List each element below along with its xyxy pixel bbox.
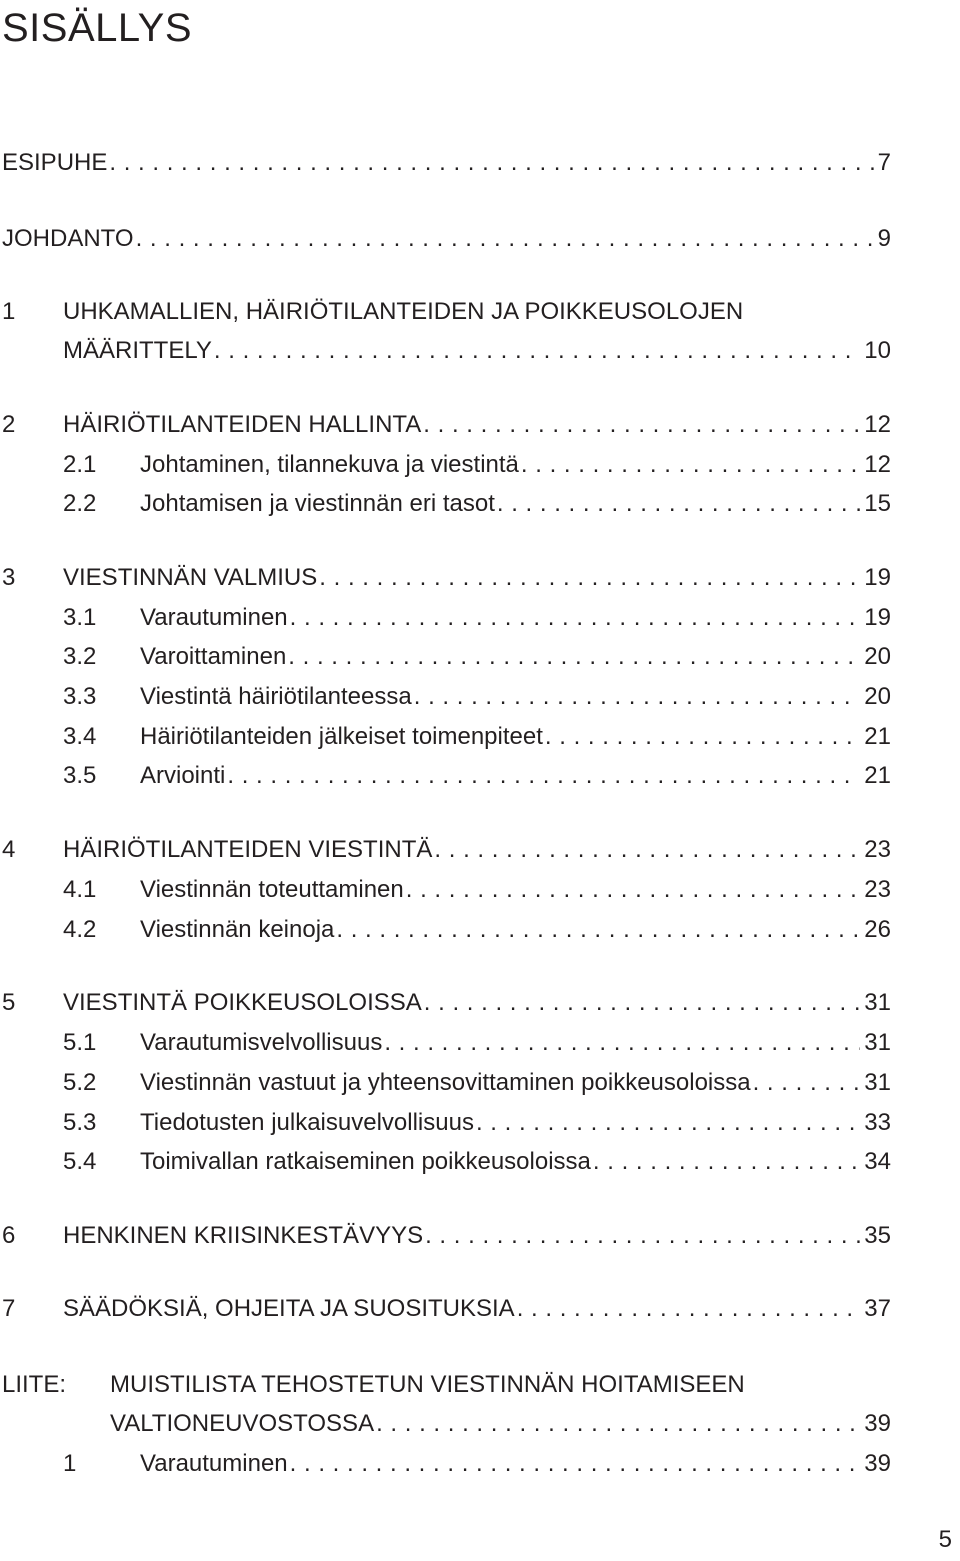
toc-section-number: 5.3 (63, 1109, 97, 1136)
toc-entry-title: Varautumisvelvollisuus (140, 1029, 383, 1056)
toc-entry-title: HENKINEN KRIISINKESTÄVYYS (63, 1222, 424, 1249)
toc-entry-title: UHKAMALLIEN, HÄIRIÖTILANTEIDEN JA POIKKEUSOLOJEN (63, 298, 744, 325)
toc-page-number: 7 (877, 149, 891, 176)
toc-page-number: 26 (864, 916, 891, 943)
toc-entry-title: Viestinnän keinoja (140, 916, 335, 943)
toc-page-number: 31 (864, 1029, 891, 1056)
toc-entry-section-3-1[interactable] (0, 601, 891, 635)
toc-entry-section-4-1[interactable] (0, 873, 891, 907)
toc-page-number: 19 (864, 604, 891, 631)
toc-section-number: 5.1 (63, 1029, 97, 1056)
toc-entry-appendix-line2[interactable] (0, 1407, 891, 1441)
toc-page-number: 12 (864, 411, 891, 438)
toc-entry-section-5-1[interactable] (0, 1026, 891, 1060)
dot-leader (336, 913, 860, 947)
dot-leader (521, 448, 860, 482)
toc-entry-title: Varoittaminen (140, 643, 287, 670)
dot-leader (288, 640, 860, 674)
dot-leader (476, 1106, 860, 1140)
dot-leader (497, 487, 860, 521)
toc-section-number: 1 (63, 1450, 77, 1477)
dot-leader (434, 833, 860, 867)
toc-entry-section-3-2[interactable] (0, 640, 891, 674)
toc-entry-section-5-3[interactable] (0, 1106, 891, 1140)
toc-page-number: 33 (864, 1109, 891, 1136)
toc-section-number: 3.5 (63, 762, 97, 789)
toc-section-number: 2.1 (63, 451, 97, 478)
dot-leader (423, 408, 860, 442)
toc-page-number: 20 (864, 643, 891, 670)
toc-page-number: 15 (864, 490, 891, 517)
toc-entry-chapter-6[interactable] (0, 1219, 891, 1253)
toc-page-number: 9 (877, 225, 891, 252)
toc-entry-section-3-3[interactable] (0, 680, 891, 714)
toc-entry-title: JOHDANTO (2, 225, 134, 252)
toc-entry-title: HÄIRIÖTILANTEIDEN VIESTINTÄ (63, 836, 433, 863)
toc-section-number: 4.1 (63, 876, 97, 903)
toc-entry-title: Viestinnän vastuut ja yhteensovittaminen poikkeusoloissa (140, 1069, 751, 1096)
toc-section-number: 3.2 (63, 643, 97, 670)
toc-page-number: 39 (864, 1410, 891, 1437)
toc-section-number: 3.4 (63, 723, 97, 750)
dot-leader (290, 1447, 861, 1481)
toc-page-number: 34 (864, 1148, 891, 1175)
toc-entry-section-2-2[interactable] (0, 487, 891, 521)
toc-page-number: 21 (864, 762, 891, 789)
toc-entry-title: Varautuminen (140, 1450, 288, 1477)
toc-page-number: 19 (864, 564, 891, 591)
toc-entry-section-3-5[interactable] (0, 759, 891, 793)
dot-leader (424, 986, 861, 1020)
toc-chapter-number: 4 (2, 836, 16, 863)
toc-section-number: 3.3 (63, 683, 97, 710)
dot-leader (414, 680, 861, 714)
toc-chapter-number: 7 (2, 1295, 16, 1322)
toc-entry-section-2-1[interactable] (0, 448, 891, 482)
toc-entry-section-4-2[interactable] (0, 913, 891, 947)
toc-entry-section-3-4[interactable] (0, 720, 891, 754)
toc-section-number: 5.4 (63, 1148, 97, 1175)
toc-entry-chapter-1-line2[interactable] (0, 334, 891, 368)
toc-entry-title: VIESTINNÄN VALMIUS (63, 564, 318, 591)
toc-page-number: 31 (864, 1069, 891, 1096)
dot-leader (214, 334, 860, 368)
toc-entry-title: Johtamisen ja viestinnän eri tasot (140, 490, 495, 517)
dot-leader (593, 1145, 860, 1179)
toc-entry-title-continued: MÄÄRITTELY (63, 337, 212, 364)
toc-entry-title: VIESTINTÄ POIKKEUSOLOISSA (63, 989, 422, 1016)
toc-chapter-number: 5 (2, 989, 16, 1016)
toc-entry-title: Viestintä häiriötilanteessa (140, 683, 412, 710)
toc-section-number: 2.2 (63, 490, 97, 517)
toc-entry-appendix-line1[interactable] (0, 1368, 891, 1402)
toc-entry-chapter-3[interactable] (0, 561, 891, 595)
dot-leader (545, 720, 860, 754)
toc-page-number: 12 (864, 451, 891, 478)
toc-page-number: 10 (864, 337, 891, 364)
dot-leader (517, 1292, 861, 1326)
toc-appendix-label: LIITE: (2, 1371, 67, 1398)
toc-entry-title-continued: VALTIONEUVOSTOSSA (110, 1410, 375, 1437)
toc-chapter-number: 2 (2, 411, 16, 438)
page-number: 5 (938, 1526, 952, 1553)
dot-leader (227, 759, 860, 793)
dot-leader (109, 146, 873, 180)
toc-entry-esipuhe[interactable] (0, 146, 891, 180)
dot-leader (406, 873, 861, 907)
toc-page-number: 23 (864, 836, 891, 863)
toc-page-number: 35 (864, 1222, 891, 1249)
toc-entry-johdanto[interactable] (0, 222, 891, 256)
page-title: SISÄLLYS (2, 6, 193, 50)
toc-page-number: 20 (864, 683, 891, 710)
toc-entry-title: SÄÄDÖKSIÄ, OHJEITA JA SUOSITUKSIA (63, 1295, 515, 1322)
toc-entry-title: Varautuminen (140, 604, 288, 631)
toc-page-number: 23 (864, 876, 891, 903)
toc-page-number: 37 (864, 1295, 891, 1322)
dot-leader (136, 222, 874, 256)
dot-leader (376, 1407, 860, 1441)
toc-entry-section-5-4[interactable] (0, 1145, 891, 1179)
toc-entry-title: Arviointi (140, 762, 226, 789)
toc-entry-chapter-5[interactable] (0, 986, 891, 1020)
toc-chapter-number: 3 (2, 564, 16, 591)
toc-entry-title: ESIPUHE (2, 149, 108, 176)
toc-entry-chapter-1-line1[interactable] (0, 295, 891, 329)
toc-page-number: 39 (864, 1450, 891, 1477)
dot-leader (425, 1219, 860, 1253)
toc-section-number: 4.2 (63, 916, 97, 943)
toc-entry-chapter-4[interactable] (0, 833, 891, 867)
toc-section-number: 3.1 (63, 604, 97, 631)
toc-chapter-number: 1 (2, 298, 16, 325)
toc-entry-title: Häiriötilanteiden jälkeiset toimenpiteet (140, 723, 543, 750)
toc-entry-title: MUISTILISTA TEHOSTETUN VIESTINNÄN HOITAMISEEN (110, 1371, 745, 1398)
toc-entry-appendix-section-1[interactable] (0, 1447, 891, 1481)
dot-leader (753, 1066, 861, 1100)
toc-chapter-number: 6 (2, 1222, 16, 1249)
toc-entry-section-5-2[interactable] (0, 1066, 891, 1100)
toc-entry-title: Toimivallan ratkaiseminen poikkeusoloissa (140, 1148, 591, 1175)
toc-page-number: 31 (864, 989, 891, 1016)
toc-entry-title: Viestinnän toteuttaminen (140, 876, 404, 903)
toc-entry-title: HÄIRIÖTILANTEIDEN HALLINTA (63, 411, 422, 438)
toc-entry-chapter-2[interactable] (0, 408, 891, 442)
toc-entry-title: Tiedotusten julkaisuvelvollisuus (140, 1109, 474, 1136)
dot-leader (319, 561, 860, 595)
toc-page-number: 21 (864, 723, 891, 750)
toc-entry-title: Johtaminen, tilannekuva ja viestintä (140, 451, 519, 478)
dot-leader (384, 1026, 860, 1060)
toc-section-number: 5.2 (63, 1069, 97, 1096)
toc-entry-chapter-7[interactable] (0, 1292, 891, 1326)
dot-leader (290, 601, 861, 635)
